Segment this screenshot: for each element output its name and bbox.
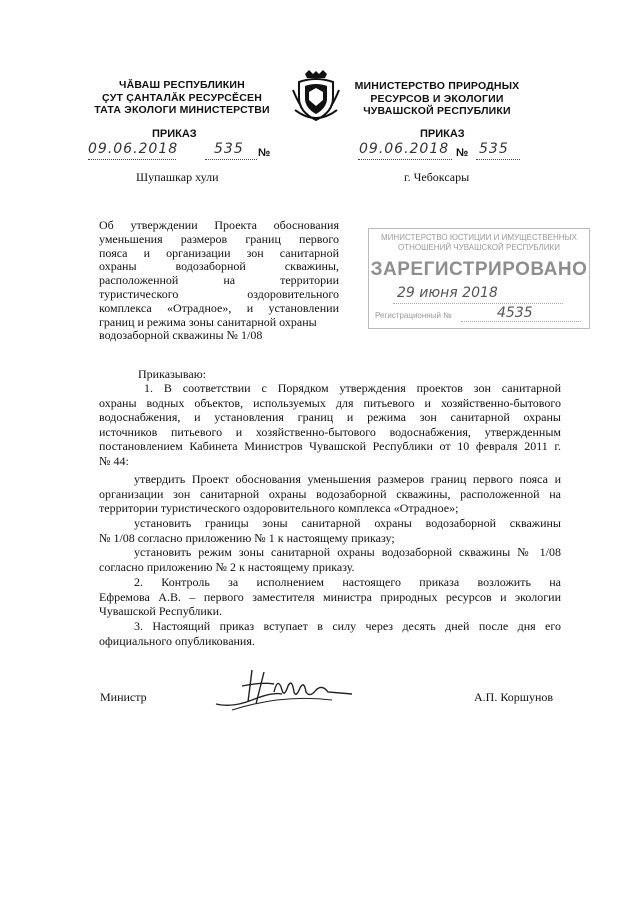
body-line: № 44:	[99, 453, 129, 468]
stamp-line: МИНИСТЕРСТВО ЮСТИЦИИ И ИМУЩЕСТВЕННЫХ	[381, 233, 577, 242]
body-line: охраны водных объектов, используемых для питьевого и хозяйственно-бытового	[99, 395, 561, 410]
order-label-right: ПРИКАЗ	[420, 128, 465, 140]
order-intro: Приказываю:	[138, 367, 206, 381]
header-left-line: ТАТА ЭКОЛОГИ МИНИСТЕРСТВИ	[94, 104, 270, 116]
stamp-line: ОТНОШЕНИЙ ЧУВАШСКОЙ РЕСПУБЛИКИ	[398, 242, 560, 252]
body-line: 1. В соответствии с Порядком утверждения проектов зон санитарной	[144, 381, 561, 395]
header-left-line: ÇУТ ÇАНТАЛĂК РЕСУРСĔСЕН	[101, 91, 262, 104]
paragraph-2	[99, 575, 561, 619]
registration-stamp	[368, 228, 590, 329]
stamp-date: 29 июня 2018	[397, 285, 498, 301]
title-line: пояса и организации зон санитарной	[99, 246, 339, 260]
body-line: установить режим зоны санитарной охраны водозаборной скважины № 1/08	[134, 545, 561, 559]
underline	[88, 159, 176, 160]
number-sign-right: №	[456, 147, 469, 159]
paragraph-1c	[99, 545, 561, 574]
order-number-left: 535	[214, 141, 244, 157]
paragraph-1	[99, 381, 561, 469]
title-line: охраны водозаборной скважины,	[99, 260, 339, 274]
signatory-position: Министр	[100, 690, 147, 704]
order-title	[99, 219, 339, 343]
order-date-left: 09.06.2018	[88, 141, 179, 157]
title-line: комплекса «Отрадное», и установлении	[99, 301, 339, 315]
body-line: водоснабжения, и установления границ и режима зон санитарной охраны	[99, 410, 561, 425]
order-label-left: ПРИКАЗ	[152, 128, 197, 140]
stamp-registered: ЗАРЕГИСТРИРОВАНО	[370, 259, 588, 280]
title-line: расположенной на территории	[99, 274, 339, 288]
number-sign-left: №	[258, 147, 271, 159]
underline	[358, 159, 452, 160]
signatory-name: А.П. Коршунов	[474, 690, 554, 704]
ministry-name-russian	[348, 80, 526, 118]
header-right-line: РЕСУРСОВ И ЭКОЛОГИИ	[370, 92, 504, 105]
order-number-right: 535	[479, 141, 509, 157]
ministry-name-chuvash	[82, 79, 282, 117]
handwritten-signature	[212, 664, 362, 714]
body-line: постановлением Кабинета Министров Чувашской Республики от 10 февраля 2011 г.	[99, 439, 561, 454]
stamp-underline	[393, 303, 563, 304]
coat-of-arms-emblem	[291, 70, 341, 122]
stamp-reg-number: 4535	[497, 305, 533, 321]
stamp-underline	[461, 321, 581, 322]
body-line: 2. Контроль за исполнением настоящего приказа возложить на	[134, 575, 561, 589]
title-line: Об утверждении Проекта обоснования	[99, 219, 339, 232]
header-right-line: МИНИСТЕРСТВО ПРИРОДНЫХ	[354, 80, 520, 92]
order-date-right: 09.06.2018	[359, 141, 450, 157]
body-line: утвердить Проект обоснования уменьшения размеров границ первого пояса и	[134, 472, 561, 486]
header-left-line: ЧӐВАШ РЕСПУБЛИКИН	[119, 79, 245, 91]
body-line: территории туристического оздоровительного комплекса «Отрадное»;	[99, 501, 459, 516]
stamp-reg-label: Регистрационный №	[375, 311, 452, 320]
title-line: уменьшения размеров границ первого	[99, 232, 339, 246]
body-line: Ефремова А.В. – первого заместителя министра природных ресурсов и экологии	[99, 589, 561, 604]
body-line: организации зон санитарной охраны водозаборной скважины, расположенной на	[99, 486, 561, 501]
paragraph-1b	[99, 516, 561, 545]
header-right-line: ЧУВАШСКОЙ РЕСПУБЛИКИ	[363, 105, 511, 117]
body-line: установить границы зоны санитарной охраны водозаборной скважины	[134, 516, 561, 530]
body-line: № 1/08 согласно приложению № 1 к настоящему приказу;	[99, 530, 395, 545]
city-russian: г. Чебоксары	[404, 170, 470, 184]
body-line: официального опубликования.	[99, 633, 255, 648]
stamp-header	[369, 233, 589, 252]
title-line: границ и режима зоны санитарной охраны	[99, 315, 317, 329]
paragraph-3	[99, 619, 561, 648]
underline	[205, 159, 257, 160]
body-line: источников питьевого и хозяйственно-бытового водоснабжения, утвержденным	[99, 424, 561, 439]
title-line: водозаборной скважины № 1/08	[99, 329, 263, 343]
title-line: туристического оздоровительного	[99, 287, 339, 301]
body-line: 3. Настоящий приказ вступает в силу через десять дней после дня его	[134, 619, 561, 633]
body-line: согласно приложению № 2 к настоящему приказу.	[99, 559, 355, 574]
body-line: Чувашской Республики.	[99, 604, 223, 619]
paragraph-1a	[99, 472, 561, 516]
city-chuvash: Шупашкар хули	[136, 170, 219, 184]
underline	[476, 159, 520, 160]
